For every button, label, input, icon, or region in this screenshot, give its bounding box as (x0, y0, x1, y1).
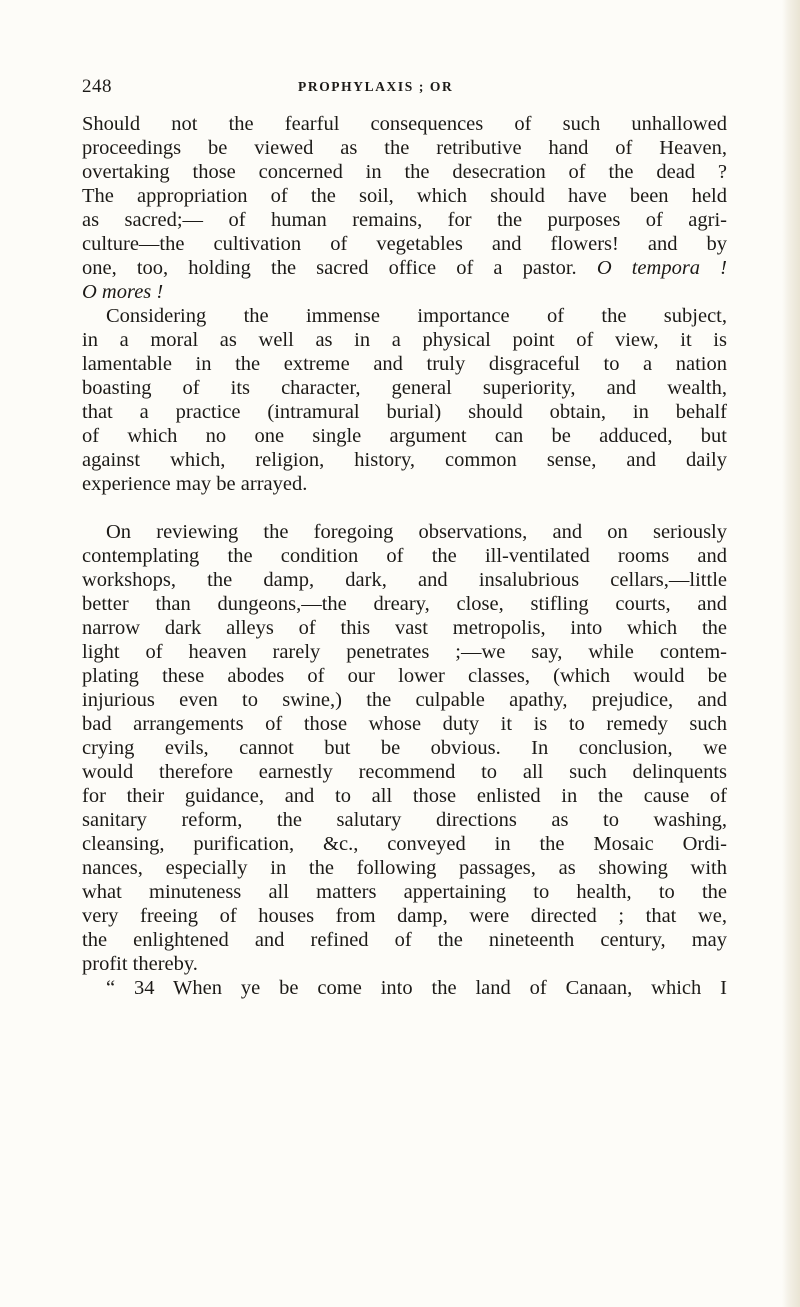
page-edge (782, 0, 800, 1307)
text-line: in a moral as well as in a physical point of view, it is (82, 329, 727, 351)
text-line: experience may be arrayed. (82, 473, 308, 495)
running-head: PROPHYLAXIS ; OR (298, 79, 454, 94)
text-line: culture—the cultivation of vegetables and flowers! and by (82, 233, 727, 255)
text-run: one, too, holding the sacred office of a pastor. (82, 257, 577, 279)
page-header (82, 76, 722, 98)
text-line: overtaking those concerned in the desecration of the dead ? (82, 161, 727, 183)
text-line: would therefore earnestly recommend to all such delinquents (82, 761, 727, 783)
text-line: workshops, the damp, dark, and insalubrious cellars,—little (82, 569, 727, 591)
quotation-line: “ 34 When ye be come into the land of Canaan, which I (106, 977, 727, 999)
text-line: against which, religion, history, common sense, and daily (82, 449, 727, 471)
text-line: profit thereby. (82, 953, 198, 975)
page-number: 248 (82, 76, 112, 97)
text-line: nances, especially in the following passages, as showing with (82, 857, 727, 879)
text-line: lamentable in the extreme and truly disgraceful to a nation (82, 353, 727, 375)
text-line: what minuteness all matters appertaining to health, to the (82, 881, 727, 903)
latin-phrase: O mores ! (82, 281, 164, 303)
text-line: boasting of its character, general superiority, and wealth, (82, 377, 727, 399)
text-line: injurious even to swine,) the culpable apathy, prejudice, and (82, 689, 727, 711)
text-line: light of heaven rarely penetrates ;—we say, while contem- (82, 641, 727, 663)
text-line: cleansing, purification, &c., conveyed in the Mosaic Ordi- (82, 833, 727, 855)
text-line: crying evils, cannot but be obvious. In conclusion, we (82, 737, 727, 759)
text-line: sanitary reform, the salutary directions as to washing, (82, 809, 727, 831)
text-line: of which no one single argument can be adduced, but (82, 425, 727, 447)
text-line (82, 280, 727, 304)
text-line (82, 256, 727, 280)
paragraph-first-line: On reviewing the foregoing observations, and on seriously (106, 521, 727, 543)
paragraph-gap (82, 496, 727, 520)
body-text (82, 112, 727, 1000)
text-line: for their guidance, and to all those enlisted in the cause of (82, 785, 727, 807)
text-line: very freeing of houses from damp, were directed ; that we, (82, 905, 727, 927)
text-line: that a practice (intramural burial) should obtain, in behalf (82, 401, 727, 423)
text-line: the enlightened and refined of the nineteenth century, may (82, 929, 727, 951)
text-line: contemplating the condition of the ill-ventilated rooms and (82, 545, 727, 567)
latin-phrase: O tempora ! (596, 257, 727, 279)
text-line: Should not the fearful consequences of such unhallowed (82, 113, 727, 135)
text-line: narrow dark alleys of this vast metropolis, into which the (82, 617, 727, 639)
text-line: as sacred;— of human remains, for the purposes of agri- (82, 209, 727, 231)
text-line: The appropriation of the soil, which should have been held (82, 185, 727, 207)
text-line: plating these abodes of our lower classes, (which would be (82, 665, 727, 687)
text-line: better than dungeons,—the dreary, close, stifling courts, and (82, 593, 727, 615)
text-line: bad arrangements of those whose duty it is to remedy such (82, 713, 727, 735)
text-line: proceedings be viewed as the retributive hand of Heaven, (82, 137, 727, 159)
paragraph-first-line: Considering the immense importance of the subject, (106, 305, 727, 327)
